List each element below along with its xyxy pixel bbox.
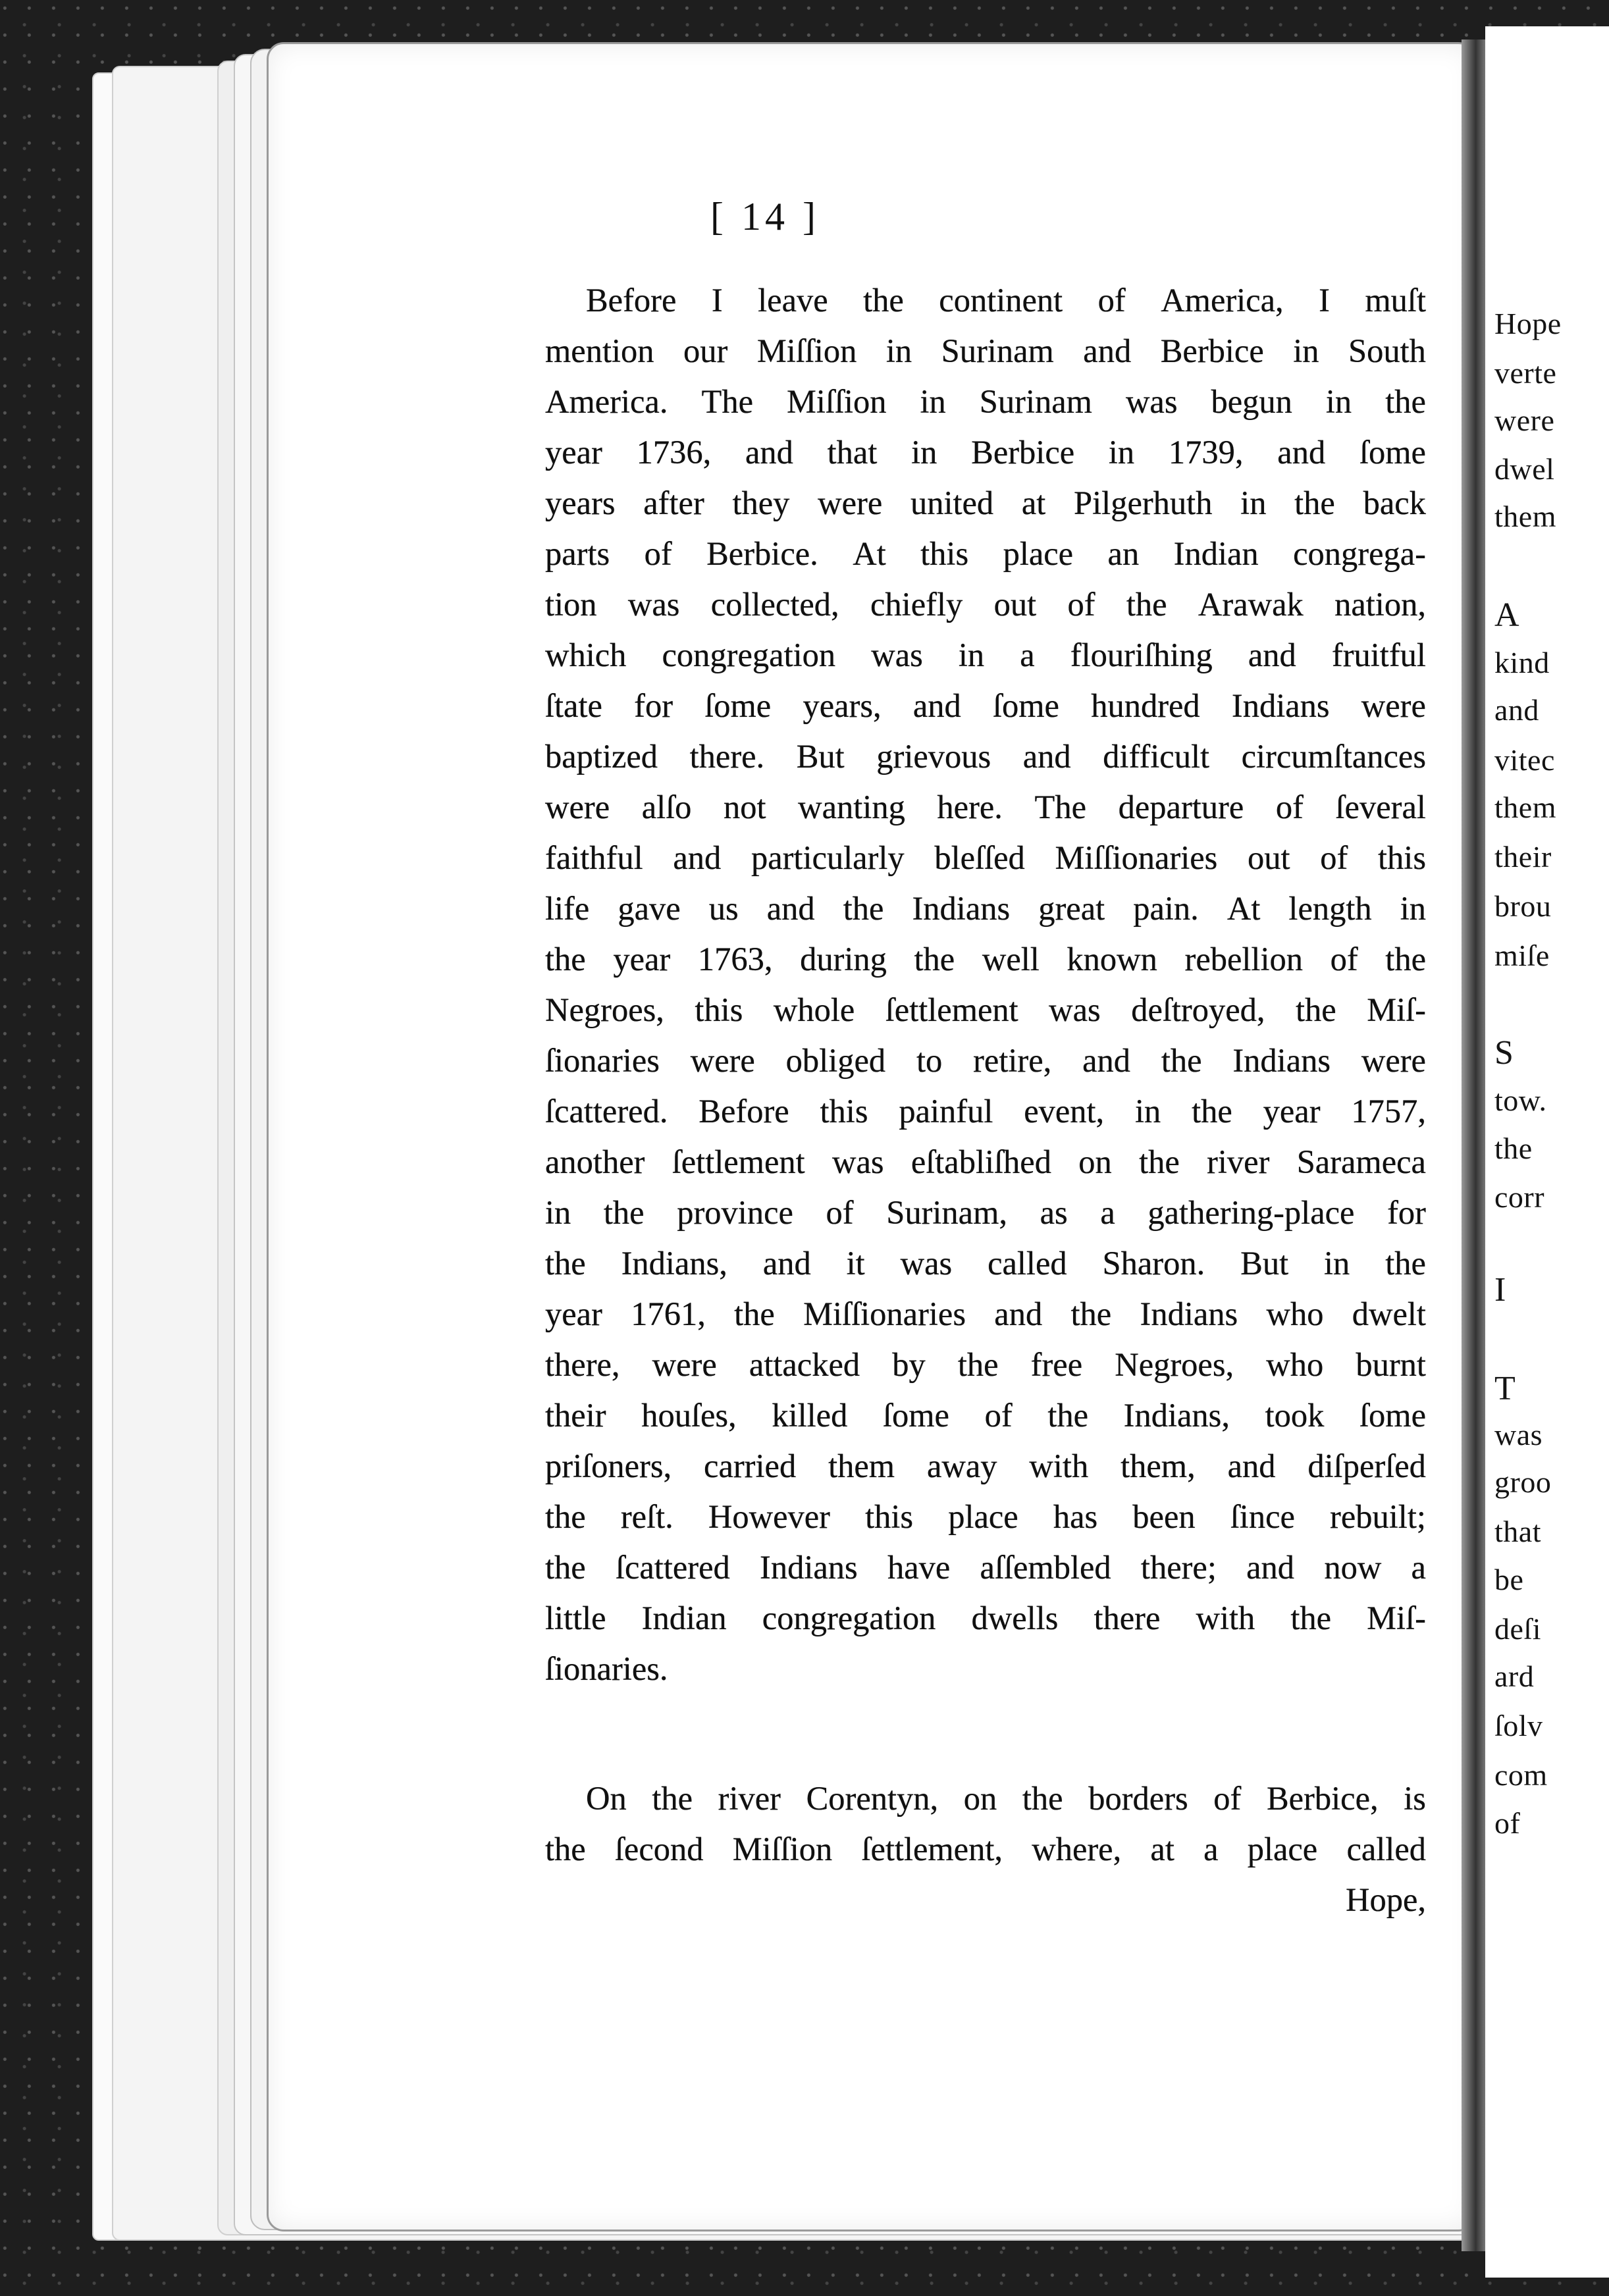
text-line: another ſettlement was eſtabliſhed on the river Sarameca	[545, 1143, 1426, 1180]
facing-page-fragment: A	[1494, 596, 1520, 634]
facing-page-fragment: com	[1494, 1758, 1548, 1792]
text-line: years after they were united at Pilgerhuth in the back	[545, 484, 1426, 521]
facing-page-fragment: verte	[1494, 356, 1557, 390]
facing-page-fragment: S	[1494, 1034, 1514, 1072]
facing-page-fragment: of	[1494, 1806, 1521, 1840]
facing-page-fragment: were	[1494, 404, 1555, 437]
facing-page-fragment: groo	[1494, 1465, 1552, 1499]
text-line: which congregation was in a flouriſhing and fruitful	[545, 637, 1426, 673]
text-line: parts of Berbice. At this place an Indian congrega-	[545, 535, 1426, 572]
text-line: year 1736, and that in Berbice in 1739, and ſome	[545, 434, 1426, 471]
facing-page-fragment: and	[1494, 693, 1539, 727]
facing-page-fragment: Hope	[1494, 307, 1562, 340]
text-line: there, were attacked by the free Negroes, who burnt	[545, 1346, 1426, 1383]
text-line: the Indians, and it was called Sharon. But in the	[545, 1245, 1426, 1282]
facing-page-fragment: I	[1494, 1271, 1506, 1309]
text-line: the reſt. However this place has been ſince rebuilt;	[545, 1498, 1426, 1535]
facing-page-fragment: brou	[1494, 889, 1552, 923]
facing-page-fragment: miſe	[1494, 939, 1550, 972]
facing-page	[1485, 26, 1609, 2278]
text-line: priſoners, carried them away with them, and diſperſed	[545, 1448, 1426, 1484]
facing-page-fragment: tow.	[1494, 1083, 1547, 1117]
text-line: ſtate for ſome years, and ſome hundred Indians were	[545, 687, 1426, 724]
text-line: Before I leave the continent of America, I muſt	[586, 282, 1426, 319]
text-line: Negroes, this whole ſettlement was deſtroyed, the Miſ-	[545, 991, 1426, 1028]
text-line: life gave us and the Indians great pain. At length in	[545, 890, 1426, 927]
text-line: year 1761, the Miſſionaries and the Indians who dwelt	[545, 1295, 1426, 1332]
text-line: the ſcattered Indians have aſſembled there; and now a	[545, 1549, 1426, 1586]
page-number-text: [ 14 ]	[710, 195, 820, 238]
text-line: little Indian congregation dwells there with the Miſ-	[545, 1600, 1426, 1636]
facing-page-fragment: the	[1494, 1132, 1533, 1165]
text-line: were alſo not wanting here. The departure of ſeveral	[545, 789, 1426, 825]
text-line: ſionaries.	[545, 1650, 668, 1687]
text-line: baptized there. But grievous and difficult circumſtances	[545, 738, 1426, 775]
facing-page-fragment: deſi	[1494, 1612, 1541, 1646]
facing-page-fragment: ard	[1494, 1659, 1535, 1693]
book-gutter	[1462, 39, 1485, 2251]
facing-page-fragment: vitec	[1494, 743, 1555, 777]
facing-page-fragment: them	[1494, 791, 1556, 824]
body-text	[545, 275, 1426, 1925]
facing-page-fragment: be	[1494, 1563, 1524, 1596]
facing-page-fragment: dwel	[1494, 452, 1555, 486]
text-line: mention our Miſſion in Surinam and Berbice in South	[545, 332, 1426, 369]
text-line: ſcattered. Before this painful event, in the year 1757,	[545, 1093, 1426, 1130]
facing-page-fragment: ſolv	[1494, 1709, 1543, 1742]
text-line: ſionaries were obliged to retire, and the Indians were	[545, 1042, 1426, 1079]
paragraph-gap	[545, 1694, 1426, 1773]
facing-page-fragment: T	[1494, 1370, 1516, 1407]
text-line: On the river Corentyn, on the borders of Berbice, is	[586, 1780, 1426, 1817]
facing-page-fragment: corr	[1494, 1180, 1545, 1214]
text-line: their houſes, killed ſome of the Indians, took ſome	[545, 1397, 1426, 1434]
page-number	[0, 194, 1609, 240]
text-line: the ſecond Miſſion ſettlement, where, at a place called	[545, 1831, 1426, 1867]
text-line: the year 1763, during the well known rebellion of the	[545, 941, 1426, 978]
text-line: faithful and particularly bleſſed Miſſionaries out of this	[545, 839, 1426, 876]
text-line: in the province of Surinam, as a gathering-place for	[545, 1194, 1426, 1231]
facing-page-fragment: that	[1494, 1515, 1541, 1548]
facing-page-fragment: their	[1494, 840, 1552, 874]
facing-page-fragment: them	[1494, 500, 1556, 533]
facing-page-fragment: kind	[1494, 646, 1550, 679]
text-line: America. The Miſſion in Surinam was begun in the	[545, 383, 1426, 420]
text-line: tion was collected, chiefly out of the Arawak nation,	[545, 586, 1426, 623]
facing-page-fragment: was	[1494, 1418, 1543, 1451]
catchword: Hope,	[1345, 1881, 1426, 1918]
